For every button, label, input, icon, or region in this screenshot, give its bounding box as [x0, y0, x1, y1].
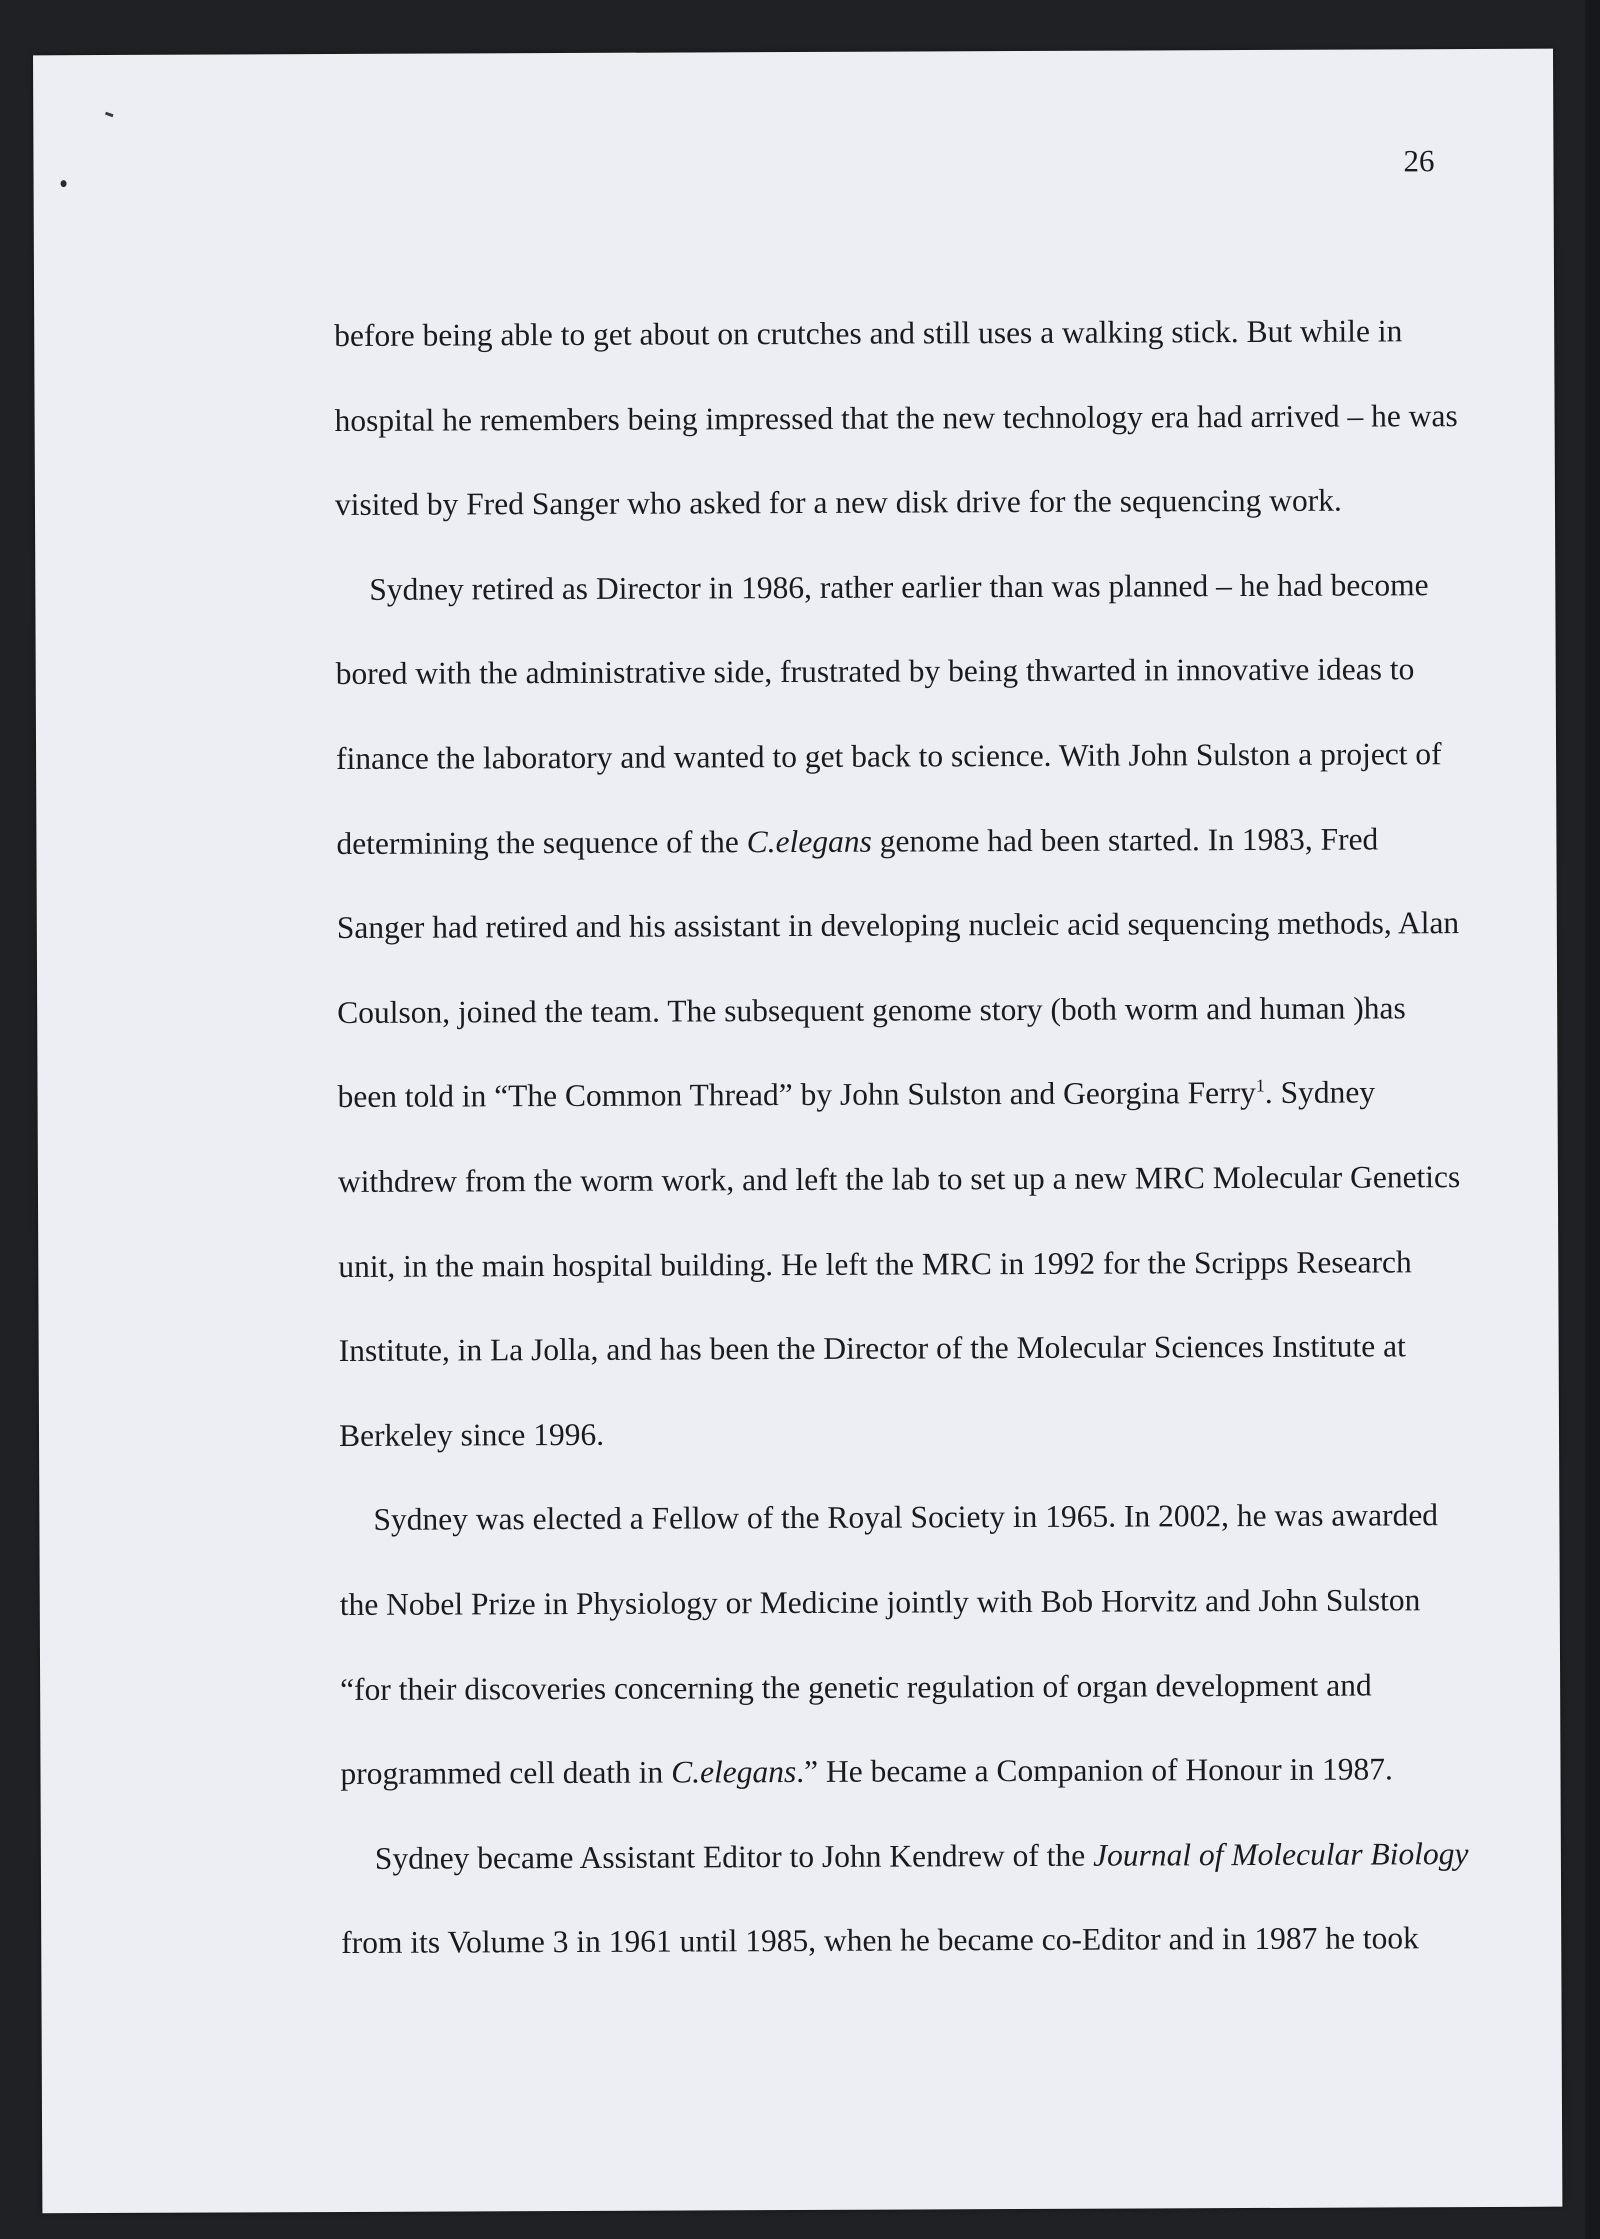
text-line — [337, 1050, 1477, 1140]
text-segment: visited by Fred Sanger who asked for a new disk drive for the sequencing work. — [334, 482, 1342, 523]
text-segment: before being able to get about on crutches and still uses a walking stick. But while in — [334, 313, 1403, 354]
text-line — [341, 1896, 1481, 1986]
text-segment: been told in “The Common Thread” by John Sulston and Georgina Ferry — [337, 1075, 1256, 1115]
text-line — [335, 458, 1475, 548]
text-line — [335, 543, 1475, 633]
text-segment: withdrew from the worm work, and left the lab to set up a new MRC Molecular Genetics — [337, 1159, 1461, 1199]
punch-mark — [61, 180, 67, 187]
paragraph — [339, 1473, 1480, 1816]
text-line — [340, 1727, 1480, 1817]
text-segment: hospital he remembers being impressed that the new technology era had arrived – he was — [334, 397, 1458, 438]
scan-background-edge — [1585, 0, 1600, 2239]
text-line — [339, 1389, 1479, 1479]
italic-text: C.elegans — [671, 1754, 797, 1790]
text-line — [336, 797, 1476, 887]
text-segment: Sydney retired as Director in 1986, rather earlier than was planned – he had become — [369, 567, 1429, 607]
text-line — [340, 1558, 1480, 1648]
text-segment: . Sydney — [1264, 1074, 1376, 1111]
text-segment: “for their discoveries concerning the genetic regulation of organ development and — [340, 1666, 1372, 1707]
text-segment: from its Volume 3 in 1961 until 1985, when he became co-Editor and in 1987 he took — [341, 1920, 1419, 1961]
text-segment: finance the laboratory and wanted to get back to science. With John Sulston a project of — [336, 736, 1442, 776]
text-segment: determining the sequence of the — [336, 823, 747, 861]
text-segment: Institute, in La Jolla, and has been the Director of the Molecular Sciences Institute at — [338, 1328, 1406, 1369]
paragraph — [334, 289, 1475, 548]
italic-text: C.elegans — [746, 823, 872, 859]
text-line — [340, 1643, 1480, 1733]
text-segment: programmed cell death in — [340, 1754, 672, 1792]
margin-mark — [105, 112, 114, 118]
body-text — [334, 289, 1481, 1986]
text-segment: the Nobel Prize in Physiology or Medicine jointly with Bob Horvitz and John Sulston — [339, 1582, 1421, 1622]
text-line — [337, 966, 1477, 1056]
text-line — [338, 1304, 1478, 1394]
text-line — [336, 627, 1476, 717]
text-segment: Sanger had retired and his assistant in developing nucleic acid sequencing methods, Alan — [336, 905, 1460, 946]
paragraph — [341, 1812, 1482, 1986]
text-segment: Sydney was elected a Fellow of the Royal Society in 1965. In 2002, he was awarded — [373, 1497, 1439, 1538]
paragraph — [335, 543, 1479, 1478]
text-segment: .” He became a Companion of Honour in 1987. — [796, 1751, 1393, 1790]
text-segment: Berkeley since 1996. — [338, 1416, 605, 1453]
text-line — [339, 1473, 1479, 1563]
footnote-marker: 1 — [1255, 1075, 1265, 1096]
text-segment: genome had been started. In 1983, Fred — [871, 821, 1379, 859]
italic-text: Journal of Molecular Biology — [1093, 1835, 1469, 1873]
page-number: 26 — [1403, 143, 1435, 179]
text-line — [338, 1220, 1478, 1310]
text-line — [334, 374, 1474, 464]
text-segment: Sydney became Assistant Editor to John Kendrew of the — [374, 1837, 1094, 1876]
text-segment: bored with the administrative side, frustrated by being thwarted in innovative ideas to — [335, 651, 1415, 692]
text-line — [338, 1135, 1478, 1225]
text-line — [341, 1812, 1481, 1902]
text-line — [337, 881, 1477, 971]
text-line — [336, 712, 1476, 802]
text-line — [334, 289, 1474, 379]
document-page — [33, 49, 1562, 2214]
text-segment: Coulson, joined the team. The subsequent genome story (both worm and human )has — [337, 990, 1406, 1030]
text-segment: unit, in the main hospital building. He left the MRC in 1992 for the Scripps Research — [338, 1243, 1412, 1284]
